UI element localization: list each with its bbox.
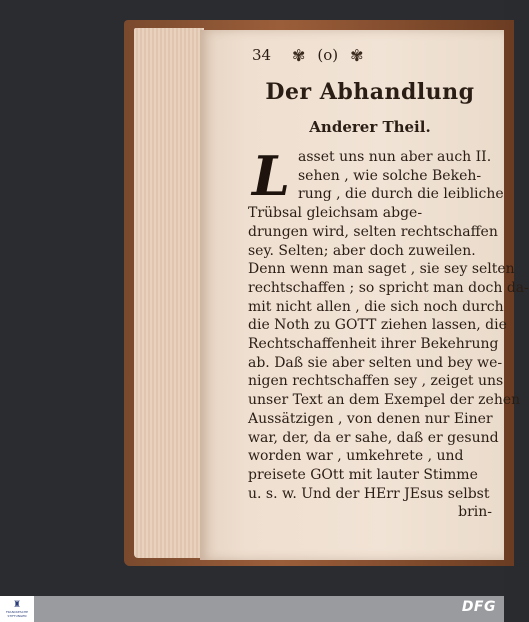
dfg-logo[interactable]: DFG — [461, 599, 496, 615]
text-line: Trübsal gleichsam abge- — [248, 205, 423, 222]
logo-line-2: STIFTUNGEN — [7, 613, 27, 618]
text-line: sey. Selten; aber doch zuweilen. — [248, 242, 476, 259]
viewer-footer — [0, 596, 504, 622]
text-line: Rechtschaffenheit ihrer Bekehrung — [248, 336, 499, 353]
dropcap-initial: L — [252, 144, 290, 208]
running-header — [248, 40, 492, 70]
text-line: u. s. w. Und der HErr JEsus selbst — [248, 485, 490, 502]
text-line: mit nicht allen , die sich noch durch — [248, 298, 504, 315]
franckesche-stiftungen-logo[interactable] — [0, 596, 34, 622]
body-text — [248, 144, 529, 522]
catchword: brin- — [458, 504, 492, 521]
text-line: unser Text an dem Exempel der zehen — [248, 392, 521, 409]
text-line: war, der, da er sahe, daß er gesund — [248, 429, 499, 446]
text-line: nigen rechtschaffen sey , zeiget uns — [248, 373, 504, 390]
text-line: rechtschaffen ; so spricht man doch da- — [248, 279, 529, 296]
text-line: asset uns nun aber auch II. — [298, 149, 492, 165]
text-line: Denn wenn man saget , sie sey selten — [248, 261, 515, 278]
logo-line-1: FRANCKESCHE — [5, 609, 29, 614]
section-subtitle: Anderer Theil. — [309, 118, 431, 136]
text-line: ab. Daß sie aber selten und bey we- — [248, 354, 503, 371]
text-line: preisete GOtt mit lauter Stimme — [248, 466, 478, 483]
page-edges — [134, 28, 204, 558]
section-title: Der Abhandlung — [265, 79, 475, 105]
ornament-left-icon: ✾ — [292, 45, 306, 65]
header-mark: (o) — [317, 46, 339, 64]
text-line: rung , die durch die leibliche — [298, 186, 504, 203]
text-line: worden war , umkehrete , und — [248, 448, 464, 465]
ornament-right-icon: ✾ — [350, 45, 364, 65]
page-number: 34 — [252, 46, 272, 64]
page-content — [248, 40, 529, 522]
text-line: Aussätzigen , von denen nur Einer — [248, 410, 493, 427]
text-line: drungen wird, selten rechtschaffen — [248, 223, 498, 240]
text-line: die Noth zu GOTT ziehen lassen, die — [248, 317, 507, 334]
institution-emblem-icon: ♜ — [12, 599, 22, 610]
text-line: sehen , wie solche Bekeh- — [298, 167, 482, 184]
